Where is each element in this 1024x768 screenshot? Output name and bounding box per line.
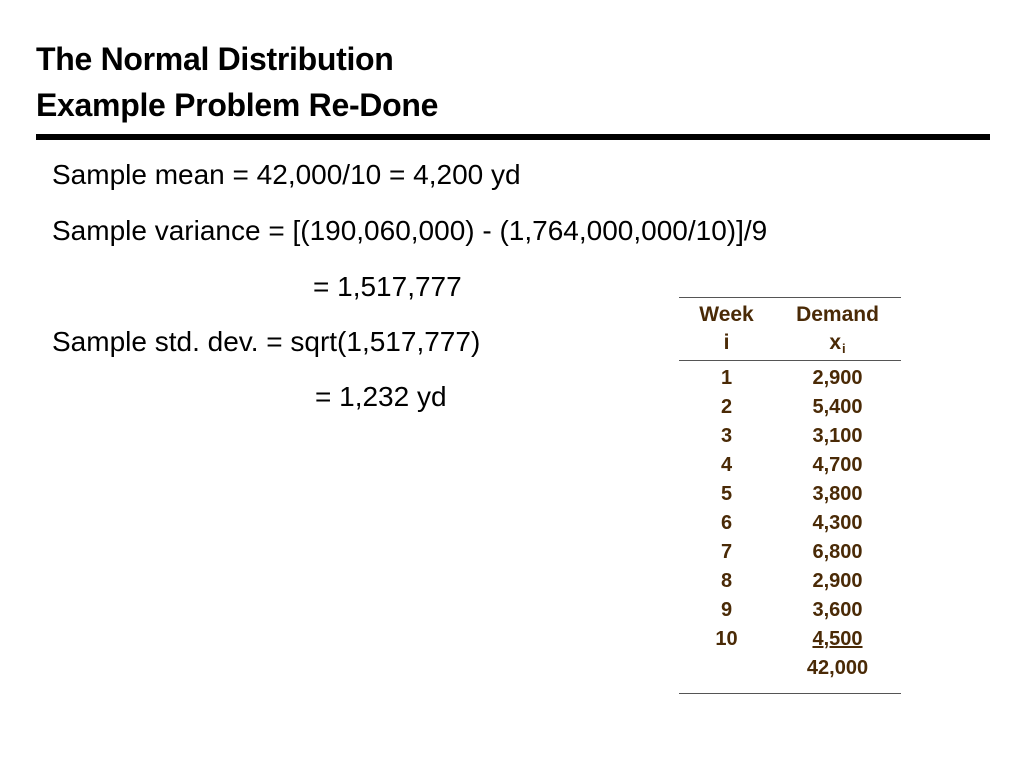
demand-subscript: i (842, 341, 846, 356)
week-cell: 1 (720, 367, 733, 389)
title-divider (36, 134, 990, 140)
demand-cell: 4,300 (812, 512, 863, 534)
week-cell: 7 (720, 541, 733, 563)
week-cell: 2 (720, 396, 733, 418)
table-bottom-rule (679, 683, 901, 694)
week-header-label: Week (699, 303, 754, 326)
week-header-symbol: i (723, 331, 730, 354)
sample-mean-line: Sample mean = 42,000/10 = 4,200 yd (52, 159, 521, 190)
table-row (679, 393, 901, 422)
title-line-2: Example Problem Re-Done (36, 87, 439, 123)
table-body (679, 364, 901, 654)
week-cell: 5 (720, 483, 733, 505)
demand-cell: 3,600 (812, 599, 863, 621)
table-row (679, 567, 901, 596)
week-cell: 8 (720, 570, 733, 592)
table-row (679, 509, 901, 538)
demand-cell: 5,400 (812, 396, 863, 418)
table-row (679, 480, 901, 509)
week-cell: 10 (715, 628, 738, 650)
demand-cell: 2,900 (812, 367, 863, 389)
demand-cell: 3,100 (812, 425, 863, 447)
table-row (679, 596, 901, 625)
slide-title (36, 36, 438, 128)
demand-cell-value: 4,500 (812, 628, 863, 650)
week-cell: 3 (720, 425, 733, 447)
demand-table (679, 297, 901, 694)
table-row (679, 538, 901, 567)
variance-result-line: = 1,517,777 (313, 271, 462, 302)
table-row (679, 451, 901, 480)
week-cell: 6 (720, 512, 733, 534)
demand-cell: 2,900 (812, 570, 863, 592)
sample-variance-line: Sample variance = [(190,060,000) - (1,764,000,000/10)]/9 (52, 215, 768, 246)
title-line-1: The Normal Distribution (36, 41, 394, 77)
demand-symbol: x (829, 331, 842, 354)
week-column-header (679, 301, 774, 359)
total-week-cell (679, 654, 774, 683)
table-row (679, 625, 901, 654)
week-cell: 9 (720, 599, 733, 621)
demand-cell (774, 625, 901, 654)
sample-std-dev-line: Sample std. dev. = sqrt(1,517,777) (52, 326, 481, 357)
std-dev-result-line: = 1,232 yd (315, 381, 447, 412)
demand-header-symbol (774, 329, 901, 359)
demand-column-header (774, 301, 901, 359)
table-header (679, 297, 901, 361)
table-row (679, 422, 901, 451)
table-row (679, 364, 901, 393)
week-cell: 4 (720, 454, 733, 476)
table-total-row (679, 654, 901, 683)
demand-cell: 4,700 (812, 454, 863, 476)
demand-header-label: Demand (796, 303, 879, 326)
demand-cell: 3,800 (812, 483, 863, 505)
total-demand-cell: 42,000 (806, 657, 869, 679)
demand-cell: 6,800 (812, 541, 863, 563)
